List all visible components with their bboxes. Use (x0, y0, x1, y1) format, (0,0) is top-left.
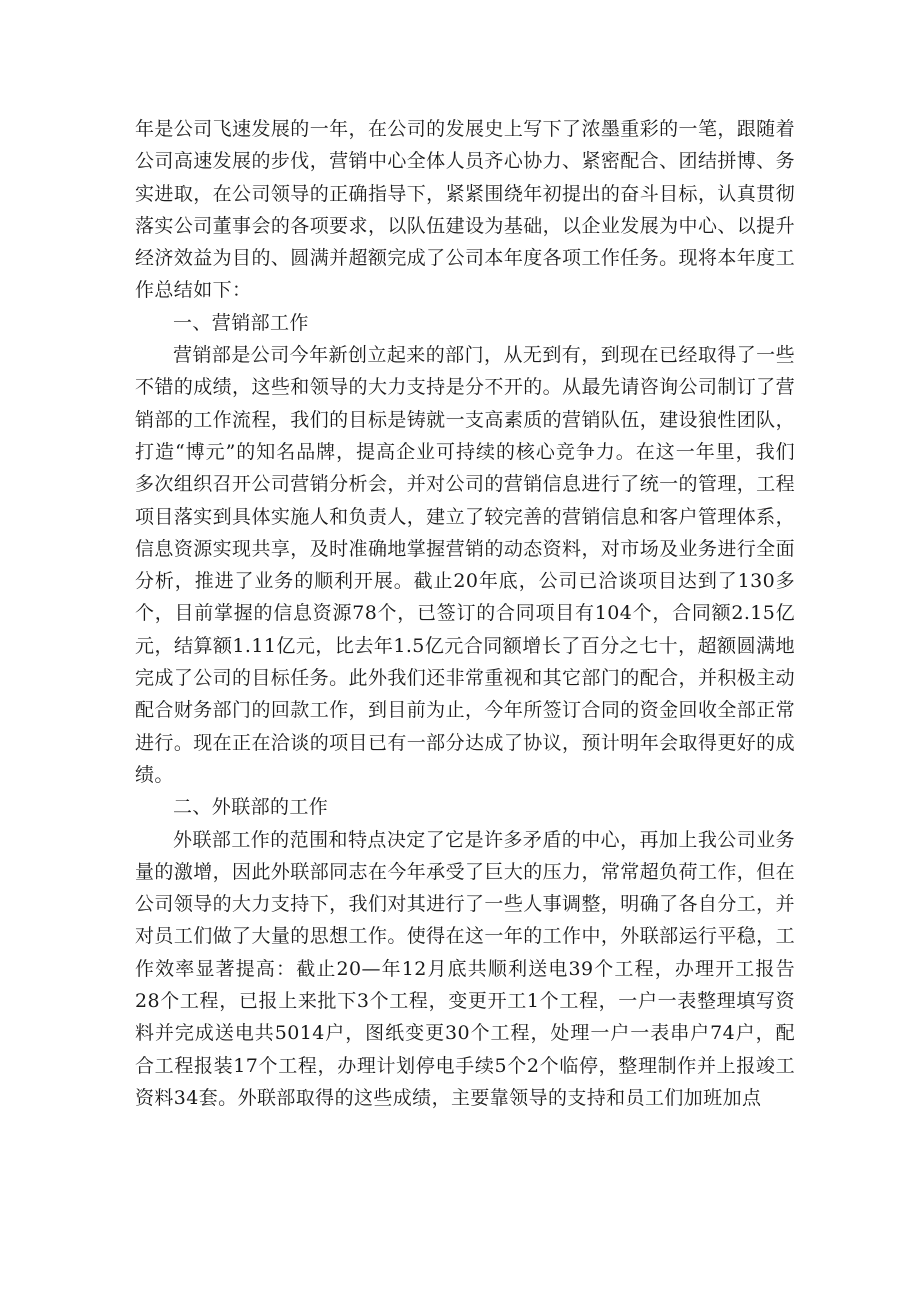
section-1-paragraph: 营销部是公司今年新创立起来的部门，从无到有，到现在已经取得了一些不错的成绩，这些和领导的大力支持是分不开的。从最先请咨询公司制订了营销部的工作流程，我们的目标是铸就一支高素质的营销队伍，建设狼性团队，打造“博元”的知名品牌，提高企业可持续的核心竞争力。在这一年里，我们多次组织召开公司营销分析会，并对公司的营销信息进行了统一的管理，工程项目落实到具体实施人和负责人，建立了较完善的营销信息和客户管理体系，信息资源实现共享，及时准确地掌握营销的动态资料，对市场及业务进行全面分析，推进了业务的顺利开展。截止20年底，公司已洽谈项目达到了130多个，目前掌握的信息资源78个，已签订的合同项目有104个，合同额2.15亿元，结算额1.11亿元，比去年1.5亿元合同额增长了百分之七十，超额圆满地完成了公司的目标任务。此外我们还非常重视和其它部门的配合，并积极主动配合财务部门的回款工作，到目前为止，今年所签订合同的资金回收全部正常进行。现在正在洽谈的项目已有一部分达成了协议，预计明年会取得更好的成绩。 (135, 344, 795, 786)
section-2-paragraph: 外联部工作的范围和特点决定了它是许多矛盾的中心，再加上我公司业务量的激增，因此外联部同志在今年承受了巨大的压力，常常超负荷工作，但在公司领导的大力支持下，我们对其进行了一些人事调整，明确了各自分工，并对员工们做了大量的思想工作。使得在这一年的工作中，外联部运行平稳，工作效率显著提高：截止20—年12月底共顺利送电39个工程，办理开工报告28个工程，已报上来批下3个工程，变更开工1个工程，一户一表整理填写资料并完成送电共5014户，图纸变更30个工程，处理一户一表串户74户，配合工程报装17个工程，办理计划停电手续5个2个临停，整理制作并上报竣工资料34套。外联部取得的这些成绩，主要靠领导的支持和员工们加班加点 (135, 828, 795, 1109)
intro-paragraph: 年是公司飞速发展的一年，在公司的发展史上写下了浓墨重彩的一笔，跟随着公司高速发展的步伐，营销中心全体人员齐心协力、紧密配合、团结拼博、务实进取，在公司领导的正确指导下，紧紧围绕年初提出的奋斗目标，认真贯彻落实公司董事会的各项要求，以队伍建设为基础，以企业发展为中心、以提升经济效益为目的、圆满并超额完成了公司本年度各项工作任务。现将本年度工作总结如下： (135, 118, 795, 302)
document-page (135, 113, 795, 1114)
section-2-heading: 二、外联部的工作 (173, 796, 329, 819)
section-1-heading: 一、营销部工作 (173, 311, 309, 334)
